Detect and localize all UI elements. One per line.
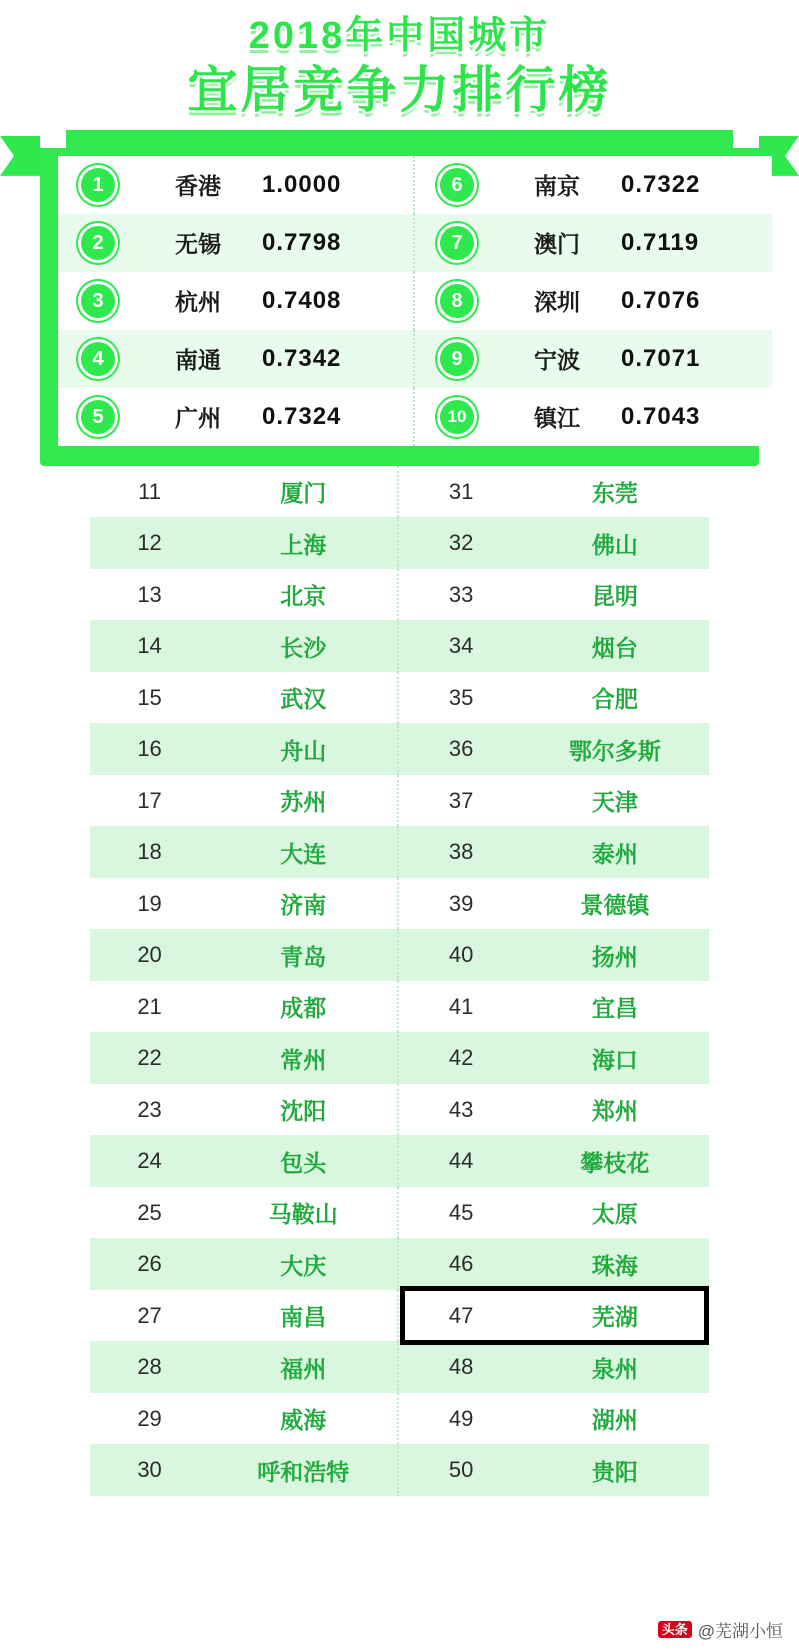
city-cell: 苏州 bbox=[280, 789, 327, 816]
rank-cell: 34 bbox=[448, 633, 474, 659]
city-cell: 常州 bbox=[280, 1046, 327, 1073]
rank-badge-icon: 6 bbox=[437, 165, 477, 205]
banner-notch-right bbox=[733, 130, 759, 148]
rank-cell: 35 bbox=[448, 684, 474, 710]
rank-badge-icon: 1 bbox=[78, 165, 118, 205]
table-row bbox=[90, 981, 709, 1033]
rank-cell: 37 bbox=[448, 787, 474, 813]
city-cell: 北京 bbox=[280, 583, 327, 610]
city-cell: 威海 bbox=[280, 1407, 327, 1434]
city-cell: 佛山 bbox=[591, 531, 638, 558]
rank-badge-icon: 7 bbox=[437, 223, 477, 263]
top10-row bbox=[58, 330, 772, 388]
score-cell bbox=[258, 330, 414, 388]
city-cell bbox=[497, 272, 617, 330]
city-cell: 攀枝花 bbox=[580, 1149, 650, 1176]
city-cell: 烟台 bbox=[591, 634, 638, 661]
city-cell: 景德镇 bbox=[580, 892, 650, 919]
city-cell: 沈阳 bbox=[280, 1098, 327, 1125]
rank-badge-icon: 2 bbox=[78, 223, 118, 263]
city-cell: 青岛 bbox=[280, 943, 327, 970]
score-label: 0.7076 bbox=[621, 286, 701, 314]
top10-table bbox=[58, 156, 772, 446]
rank-cell: 47 bbox=[448, 1302, 474, 1328]
city-cell: 海口 bbox=[591, 1046, 638, 1073]
rank-cell: 49 bbox=[448, 1405, 474, 1431]
rank-cell: 36 bbox=[448, 736, 474, 762]
score-cell bbox=[617, 272, 772, 330]
title-line-2: 宜居竞争力排行榜 bbox=[187, 61, 612, 118]
city-cell: 扬州 bbox=[591, 943, 638, 970]
score-label: 0.7798 bbox=[262, 228, 342, 256]
table-row bbox=[90, 723, 709, 775]
rank-badge-cell bbox=[58, 330, 138, 388]
city-cell: 泰州 bbox=[591, 840, 638, 867]
score-label: 0.7043 bbox=[621, 402, 701, 430]
rank-badge-icon: 3 bbox=[78, 281, 118, 321]
score-label: 0.7324 bbox=[262, 402, 342, 430]
city-cell: 珠海 bbox=[591, 1252, 638, 1279]
footer-author: @芜湖小恒 bbox=[697, 1622, 783, 1641]
city-cell: 南昌 bbox=[280, 1304, 327, 1331]
city-cell bbox=[138, 214, 258, 272]
rank-badge-icon: 10 bbox=[437, 397, 477, 437]
rank-cell: 25 bbox=[137, 1199, 162, 1225]
city-cell bbox=[497, 388, 617, 446]
rank-cell: 46 bbox=[448, 1251, 474, 1277]
score-cell bbox=[617, 214, 772, 272]
score-cell bbox=[258, 272, 414, 330]
table-row bbox=[90, 466, 709, 518]
rank-badge-cell bbox=[417, 156, 497, 214]
city-cell bbox=[138, 156, 258, 214]
city-cell bbox=[497, 156, 617, 214]
top10-row bbox=[58, 388, 772, 446]
rank-cell: 48 bbox=[448, 1354, 474, 1380]
rank-cell: 18 bbox=[137, 839, 162, 865]
city-cell bbox=[497, 214, 617, 272]
rank-cell: 11 bbox=[138, 478, 161, 504]
page-title bbox=[0, 0, 799, 120]
top10-row bbox=[58, 272, 772, 330]
city-cell: 上海 bbox=[280, 531, 327, 558]
rank-cell: 28 bbox=[137, 1354, 162, 1380]
ranking-table bbox=[90, 466, 709, 1496]
rank-cell: 30 bbox=[137, 1457, 162, 1483]
table-row bbox=[90, 929, 709, 981]
rank-cell: 17 bbox=[137, 787, 162, 813]
table-row bbox=[90, 1444, 709, 1496]
top10-row bbox=[58, 156, 772, 214]
rank-cell: 39 bbox=[448, 890, 474, 916]
city-label: 广州 bbox=[175, 405, 221, 432]
city-cell: 包头 bbox=[280, 1149, 327, 1176]
ranking-list bbox=[90, 466, 709, 1496]
score-label: 0.7342 bbox=[262, 344, 342, 372]
rank-cell: 29 bbox=[137, 1405, 162, 1431]
city-label: 香港 bbox=[175, 173, 221, 200]
table-row bbox=[90, 569, 709, 621]
title-line-1: 2018年中国城市 bbox=[248, 15, 551, 57]
table-row bbox=[90, 1341, 709, 1393]
rank-cell: 24 bbox=[137, 1148, 162, 1174]
rank-badge-icon: 8 bbox=[437, 281, 477, 321]
rank-cell: 41 bbox=[448, 993, 474, 1019]
score-label: 0.7119 bbox=[621, 228, 700, 256]
city-cell bbox=[138, 272, 258, 330]
table-row bbox=[90, 1187, 709, 1239]
rank-badge-cell bbox=[58, 388, 138, 446]
rank-badge-icon: 9 bbox=[437, 339, 477, 379]
city-cell: 厦门 bbox=[280, 480, 327, 507]
city-label: 无锡 bbox=[175, 231, 221, 258]
city-cell bbox=[497, 330, 617, 388]
rank-cell: 45 bbox=[448, 1199, 474, 1225]
rank-cell: 33 bbox=[448, 581, 474, 607]
toutiao-badge: 头条 bbox=[658, 1621, 692, 1638]
city-cell: 湖州 bbox=[591, 1407, 638, 1434]
rank-cell: 21 bbox=[137, 993, 162, 1019]
city-cell: 长沙 bbox=[280, 634, 327, 661]
rank-cell: 43 bbox=[448, 1096, 474, 1122]
city-cell: 天津 bbox=[591, 789, 638, 816]
rank-cell: 12 bbox=[137, 530, 162, 556]
table-row bbox=[90, 672, 709, 724]
city-label: 深圳 bbox=[534, 289, 580, 316]
city-cell: 芜湖 bbox=[591, 1304, 638, 1331]
score-label: 0.7408 bbox=[262, 286, 342, 314]
rank-cell: 50 bbox=[448, 1457, 474, 1483]
rank-cell: 22 bbox=[137, 1045, 162, 1071]
rank-cell: 19 bbox=[137, 890, 162, 916]
city-cell: 舟山 bbox=[280, 737, 327, 764]
rank-cell: 44 bbox=[448, 1148, 474, 1174]
city-cell: 马鞍山 bbox=[268, 1201, 338, 1228]
rank-cell: 15 bbox=[137, 684, 162, 710]
rank-badge-icon: 4 bbox=[78, 339, 118, 379]
score-cell bbox=[617, 388, 772, 446]
city-cell: 福州 bbox=[280, 1355, 327, 1382]
table-row bbox=[90, 1238, 709, 1290]
score-cell bbox=[258, 214, 414, 272]
city-label: 宁波 bbox=[534, 347, 580, 374]
rank-cell: 32 bbox=[448, 530, 474, 556]
city-label: 镇江 bbox=[534, 405, 580, 432]
city-cell: 武汉 bbox=[280, 686, 327, 713]
city-cell: 贵阳 bbox=[591, 1458, 638, 1485]
score-label: 0.7322 bbox=[621, 170, 701, 198]
score-cell bbox=[617, 330, 772, 388]
city-cell: 成都 bbox=[280, 995, 327, 1022]
rank-badge-cell bbox=[58, 214, 138, 272]
rank-cell: 38 bbox=[448, 839, 474, 865]
table-row bbox=[90, 1393, 709, 1445]
city-cell: 合肥 bbox=[591, 686, 638, 713]
city-cell: 鄂尔多斯 bbox=[568, 737, 661, 764]
rank-cell: 23 bbox=[137, 1096, 162, 1122]
table-row bbox=[90, 826, 709, 878]
rank-badge-cell bbox=[417, 214, 497, 272]
rank-cell: 40 bbox=[448, 942, 474, 968]
rank-badge-cell bbox=[58, 272, 138, 330]
score-cell bbox=[258, 388, 414, 446]
table-row bbox=[90, 517, 709, 569]
table-row bbox=[90, 1135, 709, 1187]
table-row bbox=[90, 775, 709, 827]
rank-cell: 42 bbox=[448, 1045, 474, 1071]
table-row bbox=[90, 620, 709, 672]
city-label: 南通 bbox=[175, 347, 221, 374]
city-label: 南京 bbox=[534, 173, 580, 200]
table-row bbox=[90, 1032, 709, 1084]
city-cell: 昆明 bbox=[591, 583, 638, 610]
score-label: 1.0000 bbox=[262, 170, 342, 198]
rank-cell: 14 bbox=[137, 633, 162, 659]
rank-cell: 31 bbox=[448, 478, 474, 504]
rank-cell: 20 bbox=[137, 942, 162, 968]
rank-badge-cell bbox=[417, 330, 497, 388]
banner-notch-left bbox=[40, 130, 66, 148]
rank-badge-icon: 5 bbox=[78, 397, 118, 437]
rank-badge-cell bbox=[58, 156, 138, 214]
rank-cell: 13 bbox=[137, 581, 162, 607]
city-cell: 东莞 bbox=[591, 480, 638, 507]
table-row bbox=[90, 1290, 709, 1342]
score-cell bbox=[617, 156, 772, 214]
rank-cell: 16 bbox=[137, 736, 162, 762]
rank-badge-cell bbox=[417, 388, 497, 446]
city-cell: 济南 bbox=[280, 892, 327, 919]
score-label: 0.7071 bbox=[621, 344, 701, 372]
city-cell: 大连 bbox=[280, 840, 327, 867]
city-cell bbox=[138, 388, 258, 446]
score-cell bbox=[258, 156, 414, 214]
city-cell: 呼和浩特 bbox=[257, 1458, 350, 1485]
rank-cell: 26 bbox=[137, 1251, 162, 1277]
table-row bbox=[90, 878, 709, 930]
city-cell: 太原 bbox=[591, 1201, 638, 1228]
footer-watermark bbox=[658, 1617, 783, 1642]
top10-row bbox=[58, 214, 772, 272]
rank-cell: 27 bbox=[137, 1302, 162, 1328]
city-cell: 宜昌 bbox=[591, 995, 638, 1022]
city-cell: 大庆 bbox=[280, 1252, 327, 1279]
city-label: 杭州 bbox=[175, 289, 221, 316]
top10-banner bbox=[40, 130, 759, 466]
table-row bbox=[90, 1084, 709, 1136]
city-cell bbox=[138, 330, 258, 388]
city-cell: 郑州 bbox=[591, 1098, 638, 1125]
city-label: 澳门 bbox=[534, 231, 580, 258]
city-cell: 泉州 bbox=[591, 1355, 638, 1382]
rank-badge-cell bbox=[417, 272, 497, 330]
